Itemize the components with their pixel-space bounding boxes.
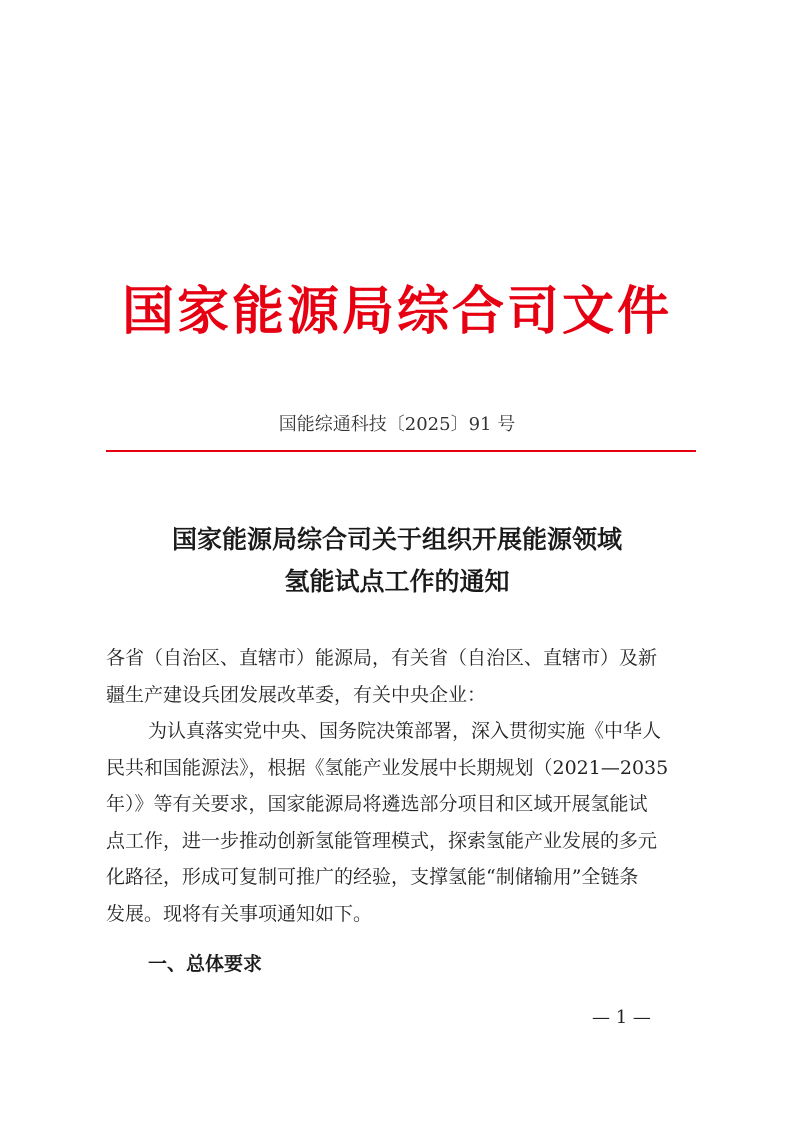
page-number: — 1 — (592, 1007, 651, 1028)
paragraph-line-5: 化路径，形成可复制可推广的经验，支撑氢能“制储输用”全链条 (106, 866, 639, 888)
document-number: 国能综通科技〔2025〕91 号 (278, 414, 516, 435)
section-heading-general-requirements: 一、总体要求 (148, 953, 263, 975)
document-title (0, 519, 794, 603)
paragraph-line-2: 民共和国能源法》，根据《氢能产业发展中长期规划（2021—2035 (106, 756, 669, 779)
paragraph-line-1: 为认真落实党中央、国务院决策部署，深入贯彻实施《中华人 (148, 720, 662, 742)
address-line-2: 疆生产建设兵团发展改革委，有关中央企业： (106, 683, 487, 706)
title-line-1: 国家能源局综合司关于组织开展能源领域 (171, 525, 622, 554)
document-body (106, 640, 696, 932)
paragraph-line-4: 点工作，进一步推动创新氢能管理模式，探索氢能产业发展的多元 (106, 829, 658, 852)
paragraph-line-6: 发展。现将有关事项通知如下。 (106, 902, 373, 925)
red-separator-line (106, 450, 696, 452)
document-masthead: 国家能源局综合司文件 (121, 281, 672, 342)
paragraph-line-3: 年）》等有关要求，国家能源局将遴选部分项目和区域开展氢能试 (106, 793, 648, 815)
address-line-1: 各省（自治区、直辖市）能源局，有关省（自治区、直辖市）及新 (106, 647, 658, 669)
title-line-2: 氢能试点工作的通知 (284, 567, 510, 596)
